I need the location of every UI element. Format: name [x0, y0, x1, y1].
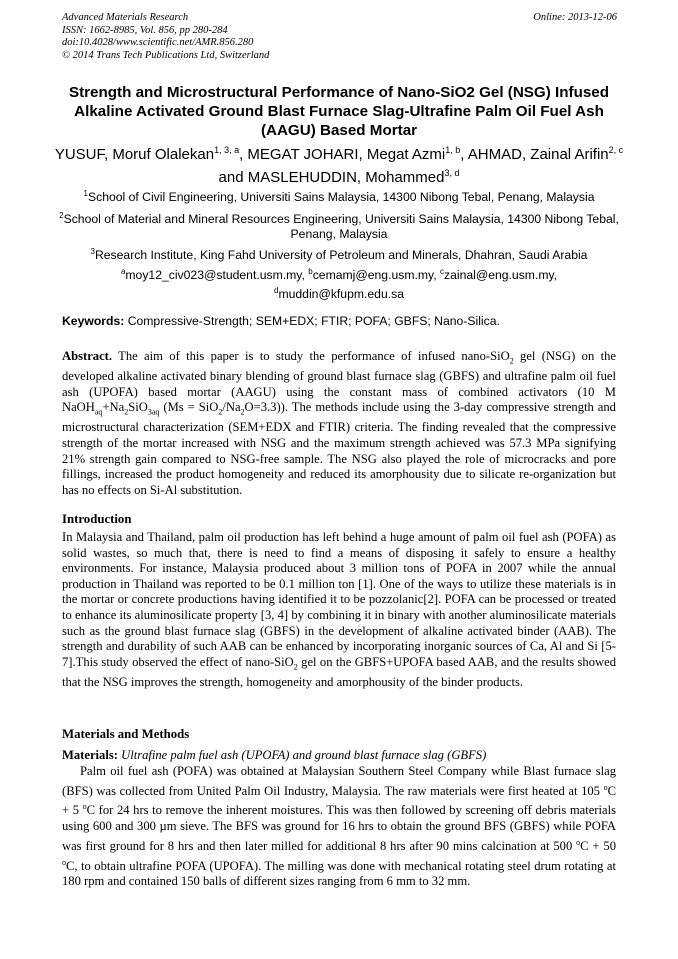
- journal-name: Advanced Materials Research: [62, 12, 189, 23]
- abstract-label: Abstract.: [62, 349, 113, 363]
- subscript: 2: [240, 407, 245, 417]
- superscript: o: [603, 782, 608, 792]
- subscript: 2: [218, 407, 223, 417]
- author-sup: 2, c: [608, 145, 624, 155]
- affiliation-text: School of Civil Engineering, Universiti Sains Malaysia, 14300 Nibong Tebal, Penang, Malaysia: [87, 190, 595, 205]
- intro-text: gel on the GBFS+UPOFA based AAB, and the results showed that the NSG improves the strength, homogeneity and amorphousity of the binder products.: [62, 654, 616, 689]
- affiliation-1: [50, 186, 628, 205]
- email-a: moy12_civ023@student.usm.my,: [125, 268, 309, 283]
- author-name: YUSUF, Moruf Olalekan: [54, 146, 215, 163]
- online-date: Online: 2013-12-06: [533, 12, 617, 23]
- subscript: 3aq: [147, 407, 160, 417]
- superscript: o: [62, 857, 66, 867]
- introduction-paragraph: [62, 530, 616, 690]
- author-sup: 3, d: [444, 168, 460, 178]
- affiliation-2: [50, 208, 628, 242]
- email-b: cemamj@eng.usm.my,: [312, 268, 440, 283]
- email-c: zainal@eng.usm.my,: [443, 268, 558, 283]
- materials-label: Materials:: [62, 748, 118, 762]
- materials-title: Ultrafine palm fuel ash (UPOFA) and ground blast furnace slag (GBFS): [117, 748, 487, 762]
- copyright-line: © 2014 Trans Tech Publications Ltd, Switzerland: [62, 49, 270, 61]
- issn-line: ISSN: 1662-8985, Vol. 856, pp 280-284: [62, 24, 228, 36]
- author-sup: 1, 3, a: [214, 145, 240, 155]
- doi-line: doi:10.4028/www.scientific.net/AMR.856.280: [62, 37, 254, 48]
- abstract-text: /Na: [222, 400, 241, 415]
- keywords-text: Compressive-Strength; SEM+EDX; FTIR; POFA; GBFS; Nano-Silica.: [124, 314, 500, 328]
- subscript: 2: [509, 356, 514, 366]
- abstract-text: O=3.3)). The methods include using the 3-day compressive strength and microstructural characterization (SEM+EDX and FTIR) criteria. The finding revealed that the compressive strength of the mortar increased with NSG and the maximum strength achieved was 57.3 MPa signifying 21% strength gain compared to NSG-free sample. The NSG also played the role of microcracks and pore fillings, increased the product homogeneity and reduced its amorphousity due to silicate re-organization but has no effects on Si-Al substitution.: [62, 400, 616, 497]
- author-list: [50, 141, 628, 187]
- superscript: o: [576, 837, 581, 847]
- author-name: , AHMAD, Zainal Arifin: [460, 146, 609, 163]
- methods-text: C + 50: [580, 838, 616, 853]
- methods-heading: Materials and Methods: [62, 727, 190, 741]
- journal-header: [62, 12, 617, 62]
- affiliation-text: Research Institute, King Fahd University of Petroleum and Minerals, Dhahran, Saudi Arabia: [94, 248, 588, 263]
- methods-text: C, to obtain ultrafine POFA (UPOFA). The milling was done with mechanical rotating steel drum rotating at 180 rpm and contained 150 balls of different sizes ranging from 6 mm to 32 mm.: [62, 858, 616, 889]
- abstract: [62, 349, 616, 498]
- author-sup: 1, b: [445, 145, 461, 155]
- intro-text: In Malaysia and Thailand, palm oil production has left behind a huge amount of palm oil fuel ash (POFA) as solid wastes, so much that, there is need to find a means of disposing it safely to ensure a healthy environments. For instance, Malaysia produced about 3 million tons of POFA in 2007 while the annual production in Thailand was reported to be 0.1 million ton [1]. One of the ways to utilize these materials is in the mortar or concrete productions having identified it to be pozzolanic[2]. POFA can be processed or treated to enhance its aluminosilicate property [3, 4] by combining it in binary with another aluminosilicate materials such as the ground blast furnace slag (GBFS) in the development of alkaline activated binder (AAB). The strength and durability of such AAB can be enhanced by incorporating inorganic sources of Ca, Al and Si [5-7].This study observed the effect of nano-SiO: [62, 530, 616, 669]
- abstract-text: The aim of this paper is to study the performance of infused nano-SiO: [112, 349, 510, 363]
- materials-subheading: [62, 748, 616, 764]
- abstract-text: SiO: [128, 400, 148, 415]
- subscript: aq: [94, 407, 103, 417]
- affiliation-text: School of Material and Mineral Resources Engineering, Universiti Sains Malaysia, 14300 Nibong Tebal, Penang, Malaysia: [63, 212, 619, 242]
- keywords-label: Keywords:: [62, 314, 125, 328]
- affiliation-3: [50, 244, 628, 263]
- methods-paragraph: [62, 764, 616, 890]
- superscript: o: [82, 802, 87, 812]
- keywords: [62, 314, 622, 329]
- email-sup: b: [308, 267, 313, 276]
- methods-text: Palm oil fuel ash (POFA) was obtained at Malaysian Southern Steel Company while Blast furnace slag (BFS) was collected from United Palm Oil Industry, Malaysia. The raw materials were first heated at 105: [62, 764, 616, 798]
- affiliation-sup: 3: [90, 247, 95, 256]
- subscript: 2: [124, 407, 129, 417]
- author-emails: [50, 264, 628, 302]
- methods-text: C + 5: [62, 783, 616, 818]
- subscript: 2: [293, 662, 298, 672]
- abstract-text: gel (NSG) on the developed alkaline activated binary blending of ground blast furnace slag (GBFS) and ultrafine palm oil fuel ash (UPOFA) based mortar (AAGU) using the constant mass of combined activators (10 M NaOH: [62, 349, 616, 415]
- abstract-text: +Na: [102, 400, 125, 415]
- introduction-heading: Introduction: [62, 512, 132, 526]
- paper-title: Strength and Microstructural Performance of Nano-SiO2 Gel (NSG) Infused Alkaline Activated Ground Blast Furnace Slag-Ultrafine Palm Oil Fuel Ash (AAGU) Based Mortar: [68, 84, 610, 139]
- email-d: muddin@kfupm.edu.sa: [278, 287, 404, 302]
- author-name: and MASLEHUDDIN, Mohammed: [218, 169, 445, 186]
- email-sup: c: [439, 267, 444, 276]
- author-name: , MEGAT JOHARI, Megat Azmi: [239, 146, 446, 163]
- abstract-text: (Ms = SiO: [159, 400, 219, 415]
- email-sup: d: [274, 286, 279, 296]
- email-sup: a: [120, 267, 126, 276]
- affiliation-sup: 1: [83, 189, 88, 198]
- affiliation-sup: 2: [59, 211, 64, 220]
- methods-text: C for 24 hrs to remove the inherent moistures. This was then followed by screening off debris materials using 600 and 300 µm sieve. The BFS was ground for 16 hrs to obtain the ground BFS (GBFS) while POFA was first ground for 8 hrs and then later milled for additional 8 hrs after 90 mins calcination at 500: [62, 803, 616, 853]
